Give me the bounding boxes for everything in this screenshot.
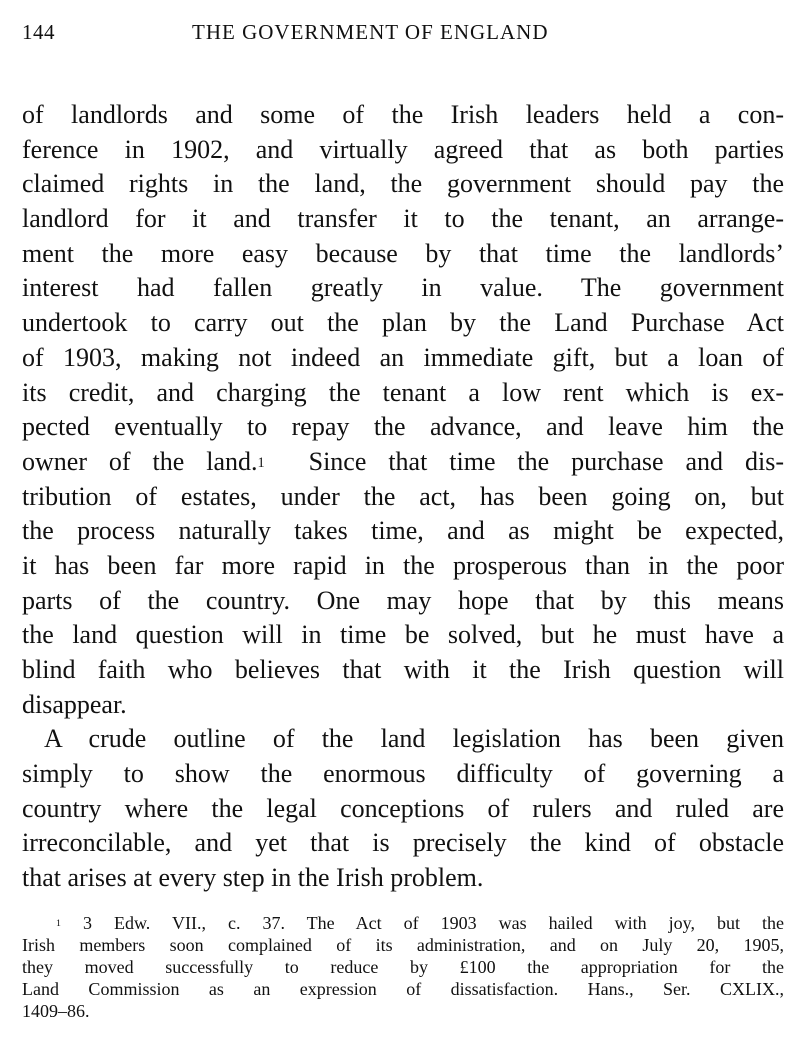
text-fragment: 3 Edw. VII., c. 37. The Act of 1903 was hailed with joy, but the bbox=[82, 912, 784, 933]
page-number: 144 bbox=[22, 20, 55, 44]
book-page bbox=[22, 14, 784, 1022]
running-title: THE GOVERNMENT OF ENGLAND bbox=[192, 20, 549, 44]
paragraph-2 bbox=[22, 722, 784, 895]
text-line: claimed rights in the land, the government should pay the bbox=[22, 169, 784, 199]
text-line: disappear. bbox=[22, 689, 127, 719]
text-line: landlord for it and transfer it to the tenant, an arrange- bbox=[22, 204, 784, 234]
text-line: simply to show the enormous difficulty of governing a bbox=[22, 759, 784, 789]
text-line: irreconcilable, and yet that is precisely the kind of obstacle bbox=[22, 828, 784, 858]
text-line: A crude outline of the land legislation has been given bbox=[44, 724, 784, 754]
text-line: blind faith who believes that with it the Irish question will bbox=[22, 655, 784, 684]
text-line: the process naturally takes time, and as might be expected, bbox=[22, 516, 784, 546]
text-line: country where the legal conceptions of rulers and ruled are bbox=[22, 793, 784, 823]
text-line: undertook to carry out the plan by the Land Purchase Act bbox=[22, 308, 784, 338]
footnote-line: Irish members soon complained of its administration, and on July 20, 1905, bbox=[22, 934, 784, 955]
text-line: ment the more easy because by that time the landlords’ bbox=[22, 238, 784, 268]
text-line: parts of the country. One may hope that by this means bbox=[22, 585, 784, 615]
text-line: ference in 1902, and virtually agreed that as both parties bbox=[22, 134, 784, 164]
paragraph-1 bbox=[22, 98, 784, 722]
text-line: that arises at every step in the Irish problem. bbox=[22, 863, 484, 893]
text-line: pected eventually to repay the advance, and leave him the bbox=[22, 412, 784, 442]
text-line: it has been far more rapid in the prosperous than in the poor bbox=[22, 550, 784, 580]
text-line: of 1903, making not indeed an immediate gift, but a loan of bbox=[22, 342, 784, 372]
body-text bbox=[22, 98, 784, 896]
running-head bbox=[22, 14, 784, 54]
text-line: tribution of estates, under the act, has been going on, but bbox=[22, 481, 784, 511]
footnote-marker[interactable]: 1 bbox=[257, 455, 265, 472]
text-line: interest had fallen greatly in value. The government bbox=[22, 273, 784, 303]
footnote-line: 1409–86. bbox=[22, 1000, 90, 1021]
text-fragment: Since that time the purchase and dis- bbox=[308, 446, 784, 476]
text-line-with-footnote bbox=[22, 445, 784, 480]
footnote-line: Land Commission as an expression of dissatisfaction. Hans., Ser. CXLIX., bbox=[22, 978, 784, 999]
text-line: of landlords and some of the Irish leaders held a con- bbox=[22, 100, 784, 129]
footnote-line bbox=[22, 912, 784, 934]
footnote bbox=[22, 912, 784, 1022]
footnote-number: 1 bbox=[56, 917, 61, 929]
text-line: its credit, and charging the tenant a low rent which is ex- bbox=[22, 377, 784, 407]
text-line: the land question will in time be solved, but he must have a bbox=[22, 620, 784, 650]
text-fragment: owner of the land. bbox=[22, 446, 258, 476]
footnote-line: they moved successfully to reduce by £100 the appropriation for the bbox=[22, 956, 784, 977]
